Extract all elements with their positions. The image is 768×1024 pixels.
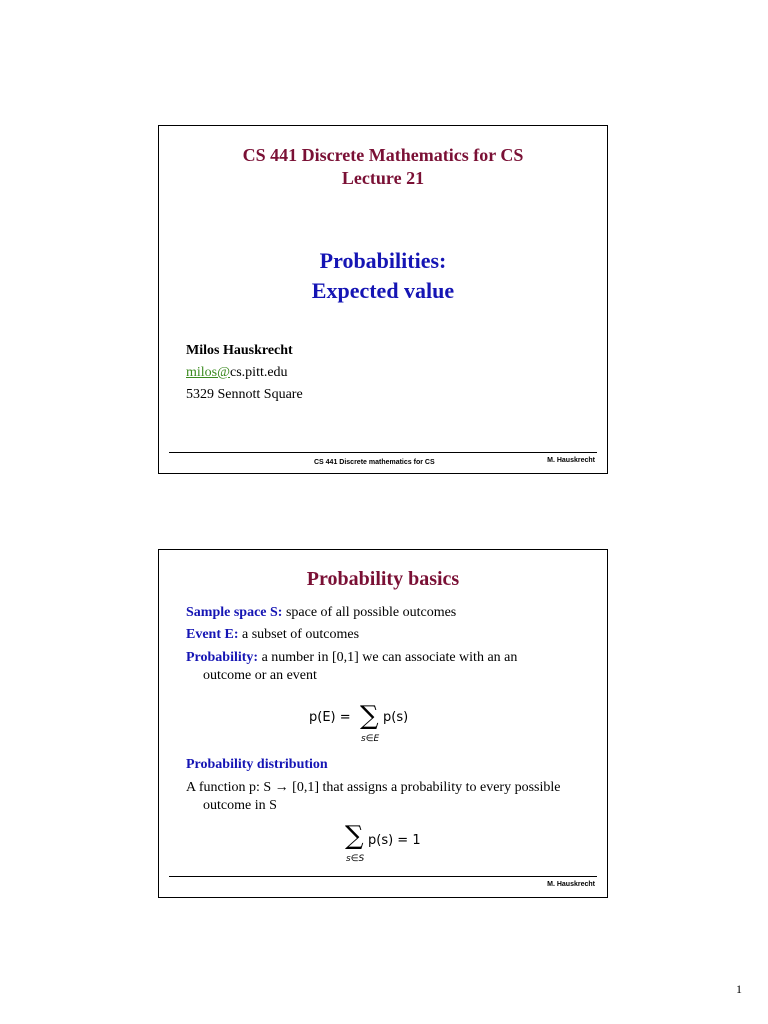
slide-heading: Probability basics: [306, 568, 460, 590]
author-office: 5329 Sennott Square: [186, 387, 303, 402]
email-domain: cs.pitt.edu: [230, 365, 288, 380]
function-text-b: [0,1] that assigns a probability to every possible: [292, 780, 561, 795]
course-title: CS 441 Discrete Mathematics for CS: [242, 145, 524, 165]
formula1-sum: ∑: [360, 701, 379, 731]
slide-title-page: [158, 125, 608, 474]
lecture-number: Lecture 21: [341, 168, 425, 188]
slide-probability-basics: [158, 549, 608, 898]
sample-space-label: Sample space S:: [186, 605, 283, 620]
footer-course: CS 441 Discrete mathematics for CS: [314, 459, 435, 466]
probability-text: a number in [0,1] we can associate with an an: [261, 650, 518, 665]
probability-line: [186, 649, 517, 667]
function-text-a: A function p: S: [186, 780, 272, 795]
formula1-sub: s∈E: [361, 734, 380, 744]
probability-text-cont: outcome or an event: [203, 668, 317, 683]
formula1-left: p(E) =: [309, 710, 351, 725]
page-number: 1: [736, 982, 742, 996]
probability-label: Probability:: [186, 650, 259, 665]
arrow-icon: →: [274, 780, 289, 795]
lecture-title-line1: Probabilities:: [319, 248, 447, 273]
email-link[interactable]: milos@: [186, 365, 231, 380]
formula-sum-to-one: [345, 823, 465, 871]
formula2-right: p(s) = 1: [368, 833, 421, 848]
footer-divider: [169, 452, 597, 453]
formula2-sub: s∈S: [346, 854, 365, 864]
author-name: Milos Hauskrecht: [186, 343, 293, 358]
author-email: [186, 364, 288, 382]
sample-space-text: space of all possible outcomes: [285, 605, 457, 620]
sample-space-line: [186, 604, 456, 622]
event-line: [186, 626, 359, 644]
function-line: [186, 779, 560, 797]
footer-author: M. Hauskrecht: [547, 881, 595, 888]
formula2-sum: ∑: [345, 821, 364, 851]
event-label: Event E:: [186, 627, 239, 642]
formula1-right: p(s): [383, 710, 409, 725]
footer-author: M. Hauskrecht: [547, 457, 595, 464]
footer-divider: [169, 876, 597, 877]
event-text: a subset of outcomes: [242, 627, 360, 642]
distribution-heading: Probability distribution: [186, 757, 328, 772]
formula-event-probability: [309, 703, 459, 751]
function-text-cont: outcome in S: [203, 798, 277, 813]
lecture-title-line2: Expected value: [311, 278, 455, 303]
